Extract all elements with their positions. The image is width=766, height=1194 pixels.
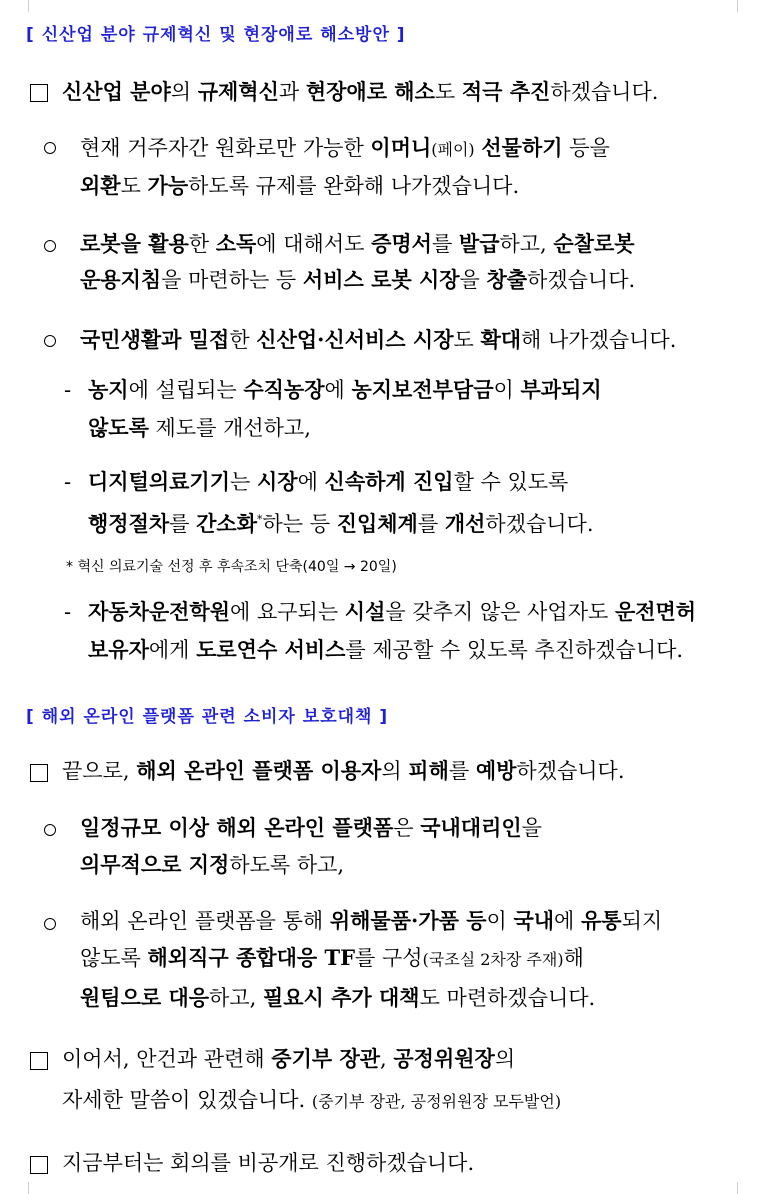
text-small: (국조실 2차장 주재) <box>422 950 564 969</box>
text: 에 <box>324 378 352 402</box>
text: 도 <box>453 328 481 352</box>
text: 이어서, 안건과 관련해 <box>62 1047 272 1071</box>
text-bold: 수직농장 <box>243 377 325 402</box>
bullet-circle-icon <box>44 824 56 836</box>
sub-point-emoney-line1 <box>80 134 610 164</box>
text: 않도록 <box>80 946 148 970</box>
text-bold: 중기부 장관 <box>271 1046 381 1071</box>
text-bold: 가능 <box>147 173 189 198</box>
text: 도 <box>120 174 148 198</box>
text-bold: 해외직구 종합대응 TF <box>147 945 355 970</box>
dash-item-farm-line2 <box>88 414 311 442</box>
text: 해외 온라인 플랫폼을 통해 <box>80 909 330 933</box>
sub-point-robot-line1 <box>80 230 635 258</box>
text-bold: 국내 <box>513 908 555 933</box>
text: 이 <box>493 378 521 402</box>
crop-mark-top-left <box>28 0 41 12</box>
text-bold: 시장 <box>256 469 298 494</box>
text-bold: 소독 <box>215 231 257 256</box>
text-bold: 않도록 <box>88 415 149 440</box>
bullet-dash-icon: - <box>64 600 72 624</box>
text: 을 <box>521 816 542 840</box>
bullet-dash-icon: - <box>64 378 72 402</box>
sub-point-tf-line2 <box>80 944 584 974</box>
text: 하는 등 <box>262 512 337 536</box>
text-bold: 순찰로봇 <box>553 231 635 256</box>
text: 에 요구되는 <box>230 600 345 624</box>
text-bold: 원팀으로 대응 <box>80 985 210 1010</box>
section-heading-consumer-protection: [ 해외 온라인 플랫폼 관련 소비자 보호대책 ] <box>26 707 389 727</box>
text: 의 <box>170 80 198 104</box>
text: 를 제공할 수 있도록 추진하겠습니다. <box>345 638 684 662</box>
text: 한 <box>229 328 257 352</box>
text: 의 <box>494 1047 516 1071</box>
footnote-marker: * <box>256 513 263 526</box>
text-small: (페이) <box>431 140 475 159</box>
footnote-medical: * 혁신 의료기술 선정 후 후속조치 단축(40일 → 20일) <box>66 559 397 575</box>
sub-point-emoney-line2 <box>80 172 519 200</box>
section-heading-new-industry: [ 신산업 분야 규제혁신 및 현장애로 해소방안 ] <box>26 25 406 45</box>
text-bold: 증명서 <box>371 231 432 256</box>
text: , <box>380 1047 394 1071</box>
text-bold: 국민생활과 밀접 <box>80 327 230 352</box>
text-bold: 규제혁신 <box>197 79 279 104</box>
text-small: (중기부 장관, 공정위원장 모두발언) <box>311 1092 562 1111</box>
bullet-circle-icon <box>44 918 56 930</box>
text-bold: 선물하기 <box>481 135 563 160</box>
text-bold: 운용지침 <box>80 267 162 292</box>
text-bold: 시설 <box>344 599 386 624</box>
text: 에 <box>297 470 325 494</box>
text-bold: 간소화 <box>196 511 257 536</box>
text: 는 <box>230 470 257 494</box>
text: 현재 거주자간 원화로만 가능한 <box>80 136 371 160</box>
text-bold: 공정위원장 <box>393 1046 495 1071</box>
text: 에 대해서도 <box>256 232 372 256</box>
text: 하도록 규제를 완화해 나가겠습니다. <box>188 174 520 198</box>
dash-item-driving-line2 <box>88 636 683 664</box>
checkbox-square-icon <box>30 1052 48 1070</box>
text: 해 <box>563 946 584 970</box>
dash-item-medical-line1 <box>88 468 568 496</box>
text: 의 <box>381 759 409 783</box>
checkbox-square-icon <box>30 1156 48 1174</box>
text-bold: 피해 <box>408 758 449 783</box>
text: 과 <box>278 80 306 104</box>
text: 등을 <box>562 136 610 160</box>
sub-point-tf-line1 <box>80 907 662 935</box>
text-bold: 신속하게 진입 <box>324 469 454 494</box>
text: 을 마련하는 등 <box>161 268 303 292</box>
closing-remarks-line2 <box>62 1086 561 1116</box>
bullet-circle-icon <box>44 240 56 252</box>
closing-remarks-line1 <box>62 1045 515 1073</box>
checkbox-square-icon <box>30 84 48 102</box>
text-bold: 서비스 로봇 시장 <box>302 267 460 292</box>
text: 에 <box>554 909 581 933</box>
main-point-new-industry <box>62 78 658 106</box>
text-bold: 적극 추진 <box>461 79 551 104</box>
sub-point-domestic-agent-line2 <box>80 851 344 879</box>
text: 를 <box>431 232 459 256</box>
text-bold: 자동차운전학원 <box>88 599 231 624</box>
closing-private-session: 지금부터는 회의를 비공개로 진행하겠습니다. <box>62 1151 475 1175</box>
text-bold: 진입체계 <box>336 511 418 536</box>
text-bold: 창출 <box>486 267 528 292</box>
text-bold: 농지보전부담금 <box>351 377 494 402</box>
text-bold: 도로연수 서비스 <box>196 637 346 662</box>
text-bold: 이머니 <box>370 135 432 160</box>
text-bold: 일정규모 이상 해외 온라인 플랫폼 <box>80 815 394 840</box>
text: 하겠습니다. <box>527 268 636 292</box>
text-bold: 발급 <box>458 231 500 256</box>
text-bold: 디지털의료기기 <box>88 469 231 494</box>
text-bold: 개선 <box>444 511 486 536</box>
text: 하도록 하고, <box>229 853 345 877</box>
text: 하고, <box>209 986 263 1010</box>
text-bold: 신산업 분야 <box>62 79 171 104</box>
text: 되지 <box>621 909 663 933</box>
text-bold: 외환 <box>80 173 121 198</box>
bullet-circle-icon <box>44 142 56 154</box>
text: 자세한 말씀이 있겠습니다. <box>62 1088 312 1112</box>
bullet-dash-icon: - <box>64 470 72 494</box>
dash-item-medical-line2 <box>88 506 594 538</box>
dash-item-farm-line1 <box>88 376 602 404</box>
text-bold: 로봇을 활용 <box>80 231 189 256</box>
crop-mark-top-right <box>725 0 738 12</box>
sub-point-tf-line3 <box>80 984 595 1012</box>
text-bold: 필요시 추가 대책 <box>262 985 420 1010</box>
text-bold: 부과되지 <box>520 377 602 402</box>
text: 제도를 개선하고, <box>148 416 311 440</box>
checkbox-square-icon <box>30 764 48 782</box>
text: 하겠습니다. <box>550 80 659 104</box>
text: 를 구성 <box>355 946 423 970</box>
dash-item-driving-line1 <box>88 598 696 626</box>
text: 하고, <box>499 232 554 256</box>
text: 을 갖추지 않은 사업자도 <box>385 600 615 624</box>
text: 를 <box>448 759 476 783</box>
text: 끝으로, <box>62 759 137 783</box>
text: 해 나가겠습니다. <box>521 328 677 352</box>
text: 하겠습니다. <box>516 759 625 783</box>
crop-mark-bottom-right <box>725 1182 738 1194</box>
text-bold: 국내대리인 <box>420 815 522 840</box>
text: 할 수 있도록 <box>453 470 569 494</box>
text: 에게 <box>148 638 197 662</box>
text: 이 <box>486 909 514 933</box>
sub-point-market-expansion <box>80 326 676 354</box>
text-bold: 예방 <box>475 758 517 783</box>
text-bold: 신산업·신서비스 시장 <box>256 327 454 352</box>
text: 한 <box>188 232 216 256</box>
text-bold: 행정절차 <box>88 511 170 536</box>
main-point-overseas-platform <box>62 757 625 785</box>
bullet-circle-icon <box>44 335 56 347</box>
text-bold: 의무적으로 지정 <box>80 852 230 877</box>
text-bold: 유통 <box>581 908 622 933</box>
text: 에 설립되는 <box>128 378 244 402</box>
text-bold: 위해물품·가품 등 <box>329 908 487 933</box>
text-bold: 농지 <box>88 377 129 402</box>
text-bold: 확대 <box>480 327 522 352</box>
text-bold: 현장애로 해소 <box>305 79 435 104</box>
crop-mark-bottom-left <box>28 1182 41 1194</box>
sub-point-domestic-agent-line1 <box>80 814 542 842</box>
text-bold: 운전면허 <box>614 599 697 624</box>
text: 하겠습니다. <box>485 512 594 536</box>
text: 를 <box>169 512 197 536</box>
sub-point-robot-line2 <box>80 266 635 294</box>
text: 도 마련하겠습니다. <box>419 986 596 1010</box>
text: 을 <box>459 268 487 292</box>
text: 도 <box>434 80 462 104</box>
text-bold: 해외 온라인 플랫폼 이용자 <box>136 758 382 783</box>
text: 은 <box>393 816 421 840</box>
text: 를 <box>417 512 445 536</box>
text-bold: 보유자 <box>88 637 149 662</box>
